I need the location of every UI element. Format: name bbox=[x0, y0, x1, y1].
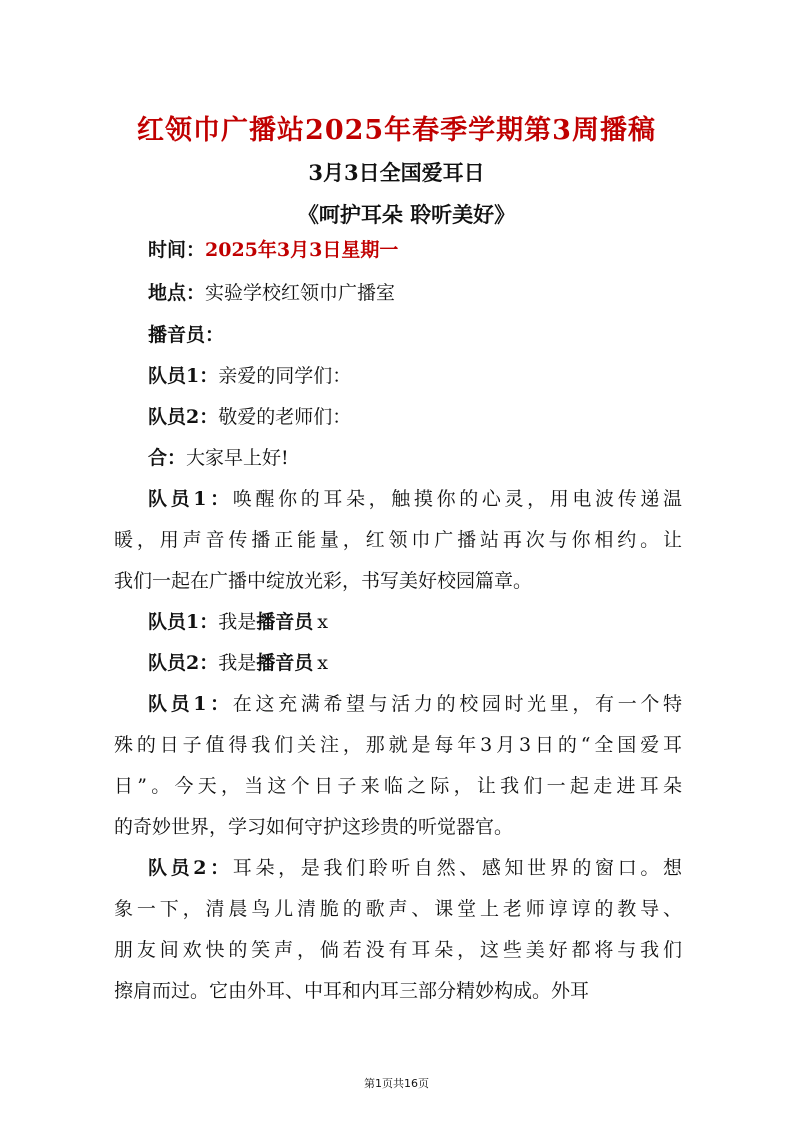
place-value: 实验学校红领巾广播室 bbox=[205, 282, 396, 304]
text-line bbox=[114, 684, 682, 725]
info-place bbox=[114, 271, 682, 315]
dialogue-paragraph bbox=[114, 643, 682, 684]
speaker-label: 队员2： bbox=[148, 406, 219, 428]
document-subtitle: 3月3日全国爱耳日 bbox=[308, 160, 485, 185]
dialogue-paragraph bbox=[114, 479, 682, 602]
text-line bbox=[114, 848, 682, 889]
dialogue-paragraph bbox=[114, 602, 682, 643]
line-text: 亲爱的同学们： bbox=[218, 365, 352, 387]
time-value: 2025年3月3日星期一 bbox=[205, 239, 399, 261]
dialogue-paragraph bbox=[114, 684, 682, 848]
text-line bbox=[114, 889, 682, 930]
line-text: 象一下，清晨鸟儿清脆的歌声、课堂上老师谆谆的教导、 bbox=[114, 898, 682, 920]
speaker-label: 队员2： bbox=[148, 652, 219, 674]
speaker-label: 队员1： bbox=[148, 488, 233, 510]
info-time bbox=[114, 230, 682, 271]
line-text: 大家早上好! bbox=[186, 447, 289, 469]
text-line bbox=[114, 602, 682, 643]
dialogue-paragraph bbox=[114, 438, 682, 479]
line-text: 暖，用声音传播正能量，红领巾广播站再次与你相约。让 bbox=[114, 529, 682, 551]
dialogue bbox=[114, 356, 682, 1012]
announcer-placeholder: x bbox=[317, 652, 328, 674]
line-text: 的奇妙世界，学习如何守护这珍贵的听觉器官。 bbox=[114, 816, 514, 838]
dialogue-paragraph bbox=[114, 356, 682, 397]
speaker-label: 合： bbox=[148, 447, 187, 469]
text-line bbox=[114, 807, 682, 848]
line-text: 在这充满希望与活力的校园时光里，有一个特 bbox=[232, 693, 682, 715]
line-text: 殊的日子值得我们关注，那就是每年3月3日的“全国爱耳 bbox=[114, 734, 682, 756]
intro-text: 我是 bbox=[218, 652, 257, 674]
text-line bbox=[114, 643, 682, 684]
text-line bbox=[114, 479, 682, 520]
announcer-placeholder: x bbox=[317, 611, 328, 633]
line-text: 我们一起在广播中绽放光彩，书写美好校园篇章。 bbox=[114, 570, 533, 592]
speaker-label: 队员1： bbox=[148, 365, 219, 387]
line-text: 敬爱的老师们： bbox=[218, 406, 352, 428]
text-line bbox=[114, 930, 682, 971]
info-announcer bbox=[114, 315, 682, 356]
document-title: 红领巾广播站2025年春季学期第3周播稿 bbox=[137, 115, 656, 146]
line-text: 唤醒你的耳朵，触摸你的心灵，用电波传递温 bbox=[232, 488, 682, 510]
page-footer: 第1页共16页 bbox=[364, 1077, 429, 1090]
line-text: 擦肩而过。它由外耳、中耳和内耳三部分精妙构成。外耳 bbox=[114, 980, 590, 1002]
document-body bbox=[114, 230, 682, 1012]
text-line bbox=[114, 356, 682, 397]
speaker-label: 队员1： bbox=[148, 611, 219, 633]
dialogue-paragraph bbox=[114, 397, 682, 438]
line-text: 日”。今天，当这个日子来临之际，让我们一起走进耳朵 bbox=[114, 775, 682, 797]
line-text: 耳朵，是我们聆听自然、感知世界的窗口。想 bbox=[232, 857, 682, 879]
text-line bbox=[114, 766, 682, 807]
announcer-label: 播音员： bbox=[148, 324, 225, 346]
text-line bbox=[114, 397, 682, 438]
line-text: 朋友间欢快的笑声，倘若没有耳朵，这些美好都将与我们 bbox=[114, 939, 682, 961]
place-label: 地点： bbox=[148, 282, 206, 304]
intro-text: 我是 bbox=[218, 611, 257, 633]
announcer-name: 播音员 bbox=[256, 652, 314, 674]
time-label: 时间： bbox=[148, 239, 206, 261]
text-line bbox=[114, 438, 682, 479]
text-line bbox=[114, 520, 682, 561]
text-line bbox=[114, 971, 682, 1012]
announcer-name: 播音员 bbox=[256, 611, 314, 633]
document-theme: 《呵护耳朵 聆听美好》 bbox=[297, 202, 516, 227]
speaker-label: 队员1： bbox=[148, 693, 233, 715]
dialogue-paragraph bbox=[114, 848, 682, 1012]
text-line bbox=[114, 561, 682, 602]
speaker-label: 队员2： bbox=[148, 857, 233, 879]
text-line bbox=[114, 725, 682, 766]
